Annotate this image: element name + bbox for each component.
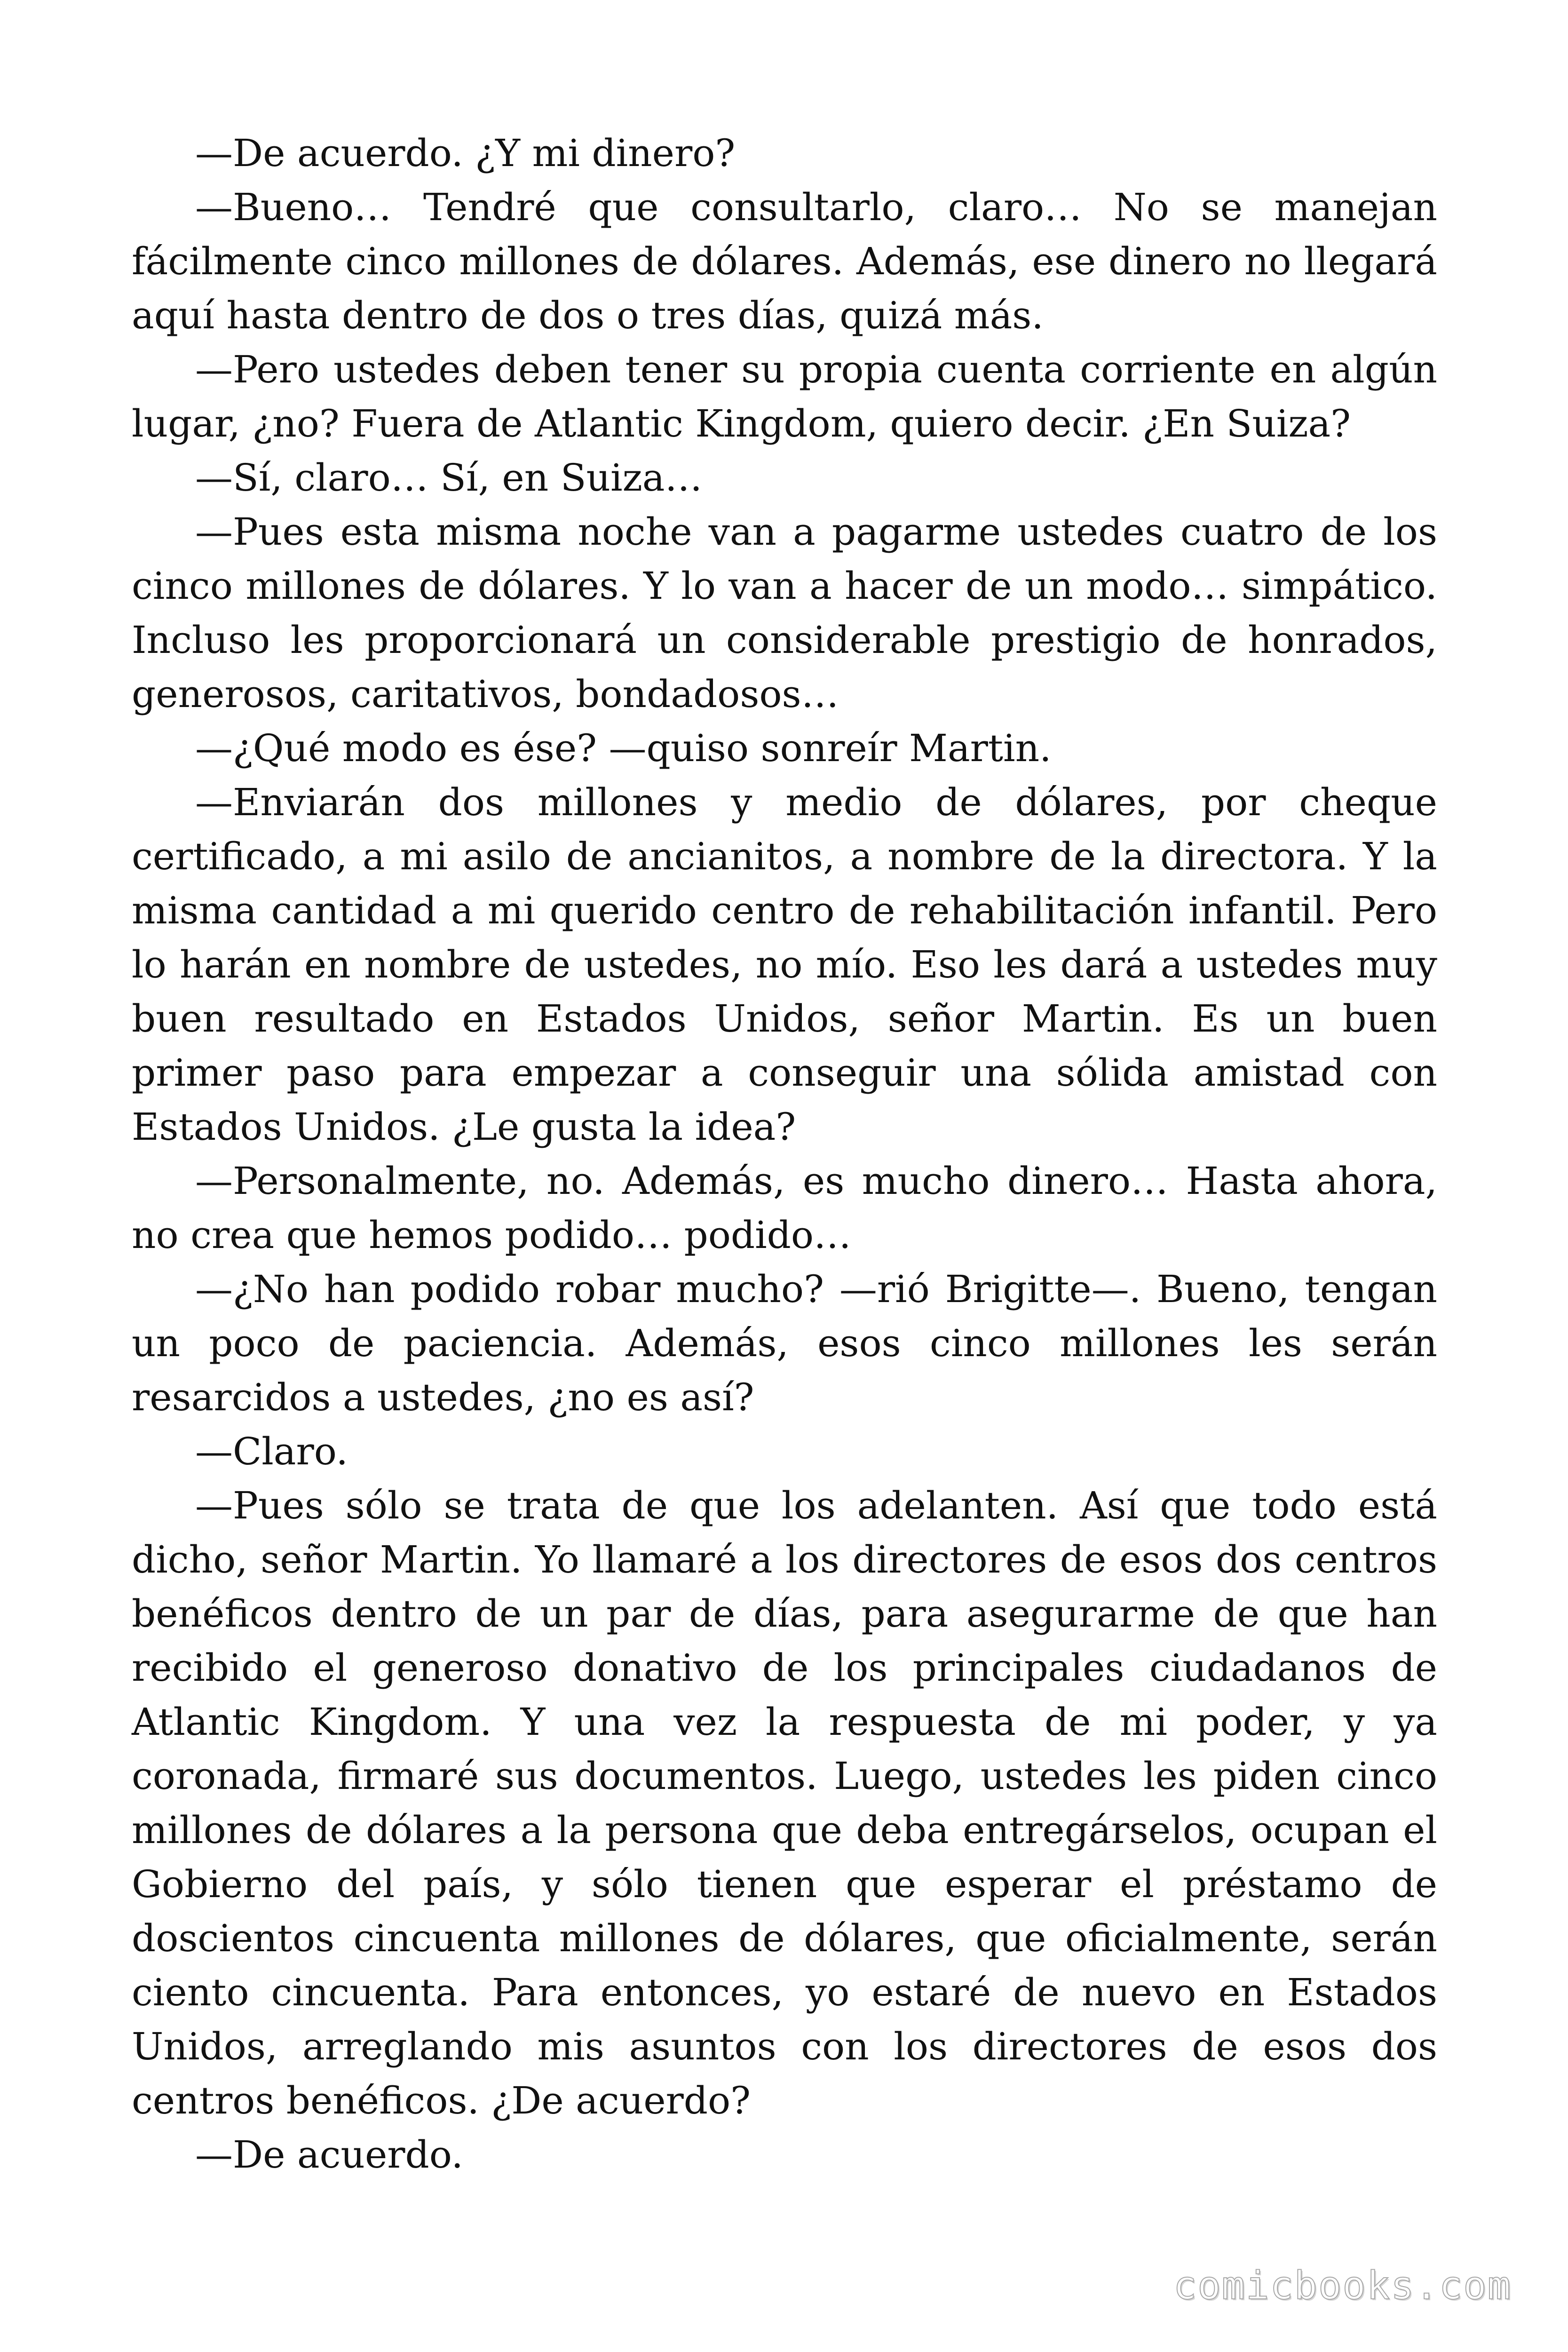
paragraph: —Bueno… Tendré que consultarlo, claro… No se manejan fácilmente cinco millones de dólares. Además, ese dinero no llegará aquí hasta dentro de dos o tres días, quizá más.: [132, 185, 1437, 337]
paragraph: —Pues esta misma noche van a pagarme ustedes cuatro de los cinco millones de dólares. Y lo van a hacer de un modo… simpático. Incluso les proporcionará un considerable prestigio de honrados, generosos, caritativos, bondadosos…: [132, 510, 1437, 716]
paragraph: —¿No han podido robar mucho? —rió Brigitte—. Bueno, tengan un poco de paciencia. Además, esos cinco millones les serán resarcidos a ustedes, ¿no es así?: [132, 1267, 1437, 1419]
paragraph: —Pero ustedes deben tener su propia cuenta corriente en algún lugar, ¿no? Fuera de Atlantic Kingdom, quiero decir. ¿En Suiza?: [132, 348, 1437, 445]
paragraph: —De acuerdo.: [195, 2133, 463, 2177]
paragraph: —Sí, claro… Sí, en Suiza…: [195, 456, 703, 500]
paragraph: —Claro.: [195, 1430, 348, 1473]
paragraph: —Personalmente, no. Además, es mucho dinero… Hasta ahora, no crea que hemos podido… podido…: [132, 1159, 1437, 1257]
body-text: [132, 126, 1437, 2182]
paragraph: —¿Qué modo es ése? —quiso sonreír Martin.: [195, 726, 1052, 770]
watermark: comicbooks.com: [1173, 2264, 1512, 2308]
paragraph: —De acuerdo. ¿Y mi dinero?: [195, 131, 736, 175]
paragraph: —Enviarán dos millones y medio de dólares, por cheque certificado, a mi asilo de ancianitos, a nombre de la directora. Y la misma cantidad a mi querido centro de rehabilitación infantil. Pero lo harán en nombre de ustedes, no mío. Eso les dará a ustedes muy buen resultado en Estados Unidos, señor Martin. Es un buen primer paso para empezar a conseguir una sólida amistad con Estados Unidos. ¿Le gusta la idea?: [132, 780, 1437, 1149]
paragraph: —Pues sólo se trata de que los adelanten. Así que todo está dicho, señor Martin. Yo llamaré a los directores de esos dos centros benéficos dentro de un par de días, para asegurarme de que han recibido el generoso donativo de los principales ciudadanos de Atlantic Kingdom. Y una vez la respuesta de mi poder, y ya coronada, firmaré sus documentos. Luego, ustedes les piden cinco millones de dólares a la persona que deba entregárselos, ocupan el Gobierno del país, y sólo tienen que esperar el préstamo de doscientos cincuenta millones de dólares, que oficialmente, serán ciento cincuenta. Para entonces, yo estaré de nuevo en Estados Unidos, arreglando mis asuntos con los directores de esos dos centros benéficos. ¿De acuerdo?: [132, 1484, 1437, 2122]
